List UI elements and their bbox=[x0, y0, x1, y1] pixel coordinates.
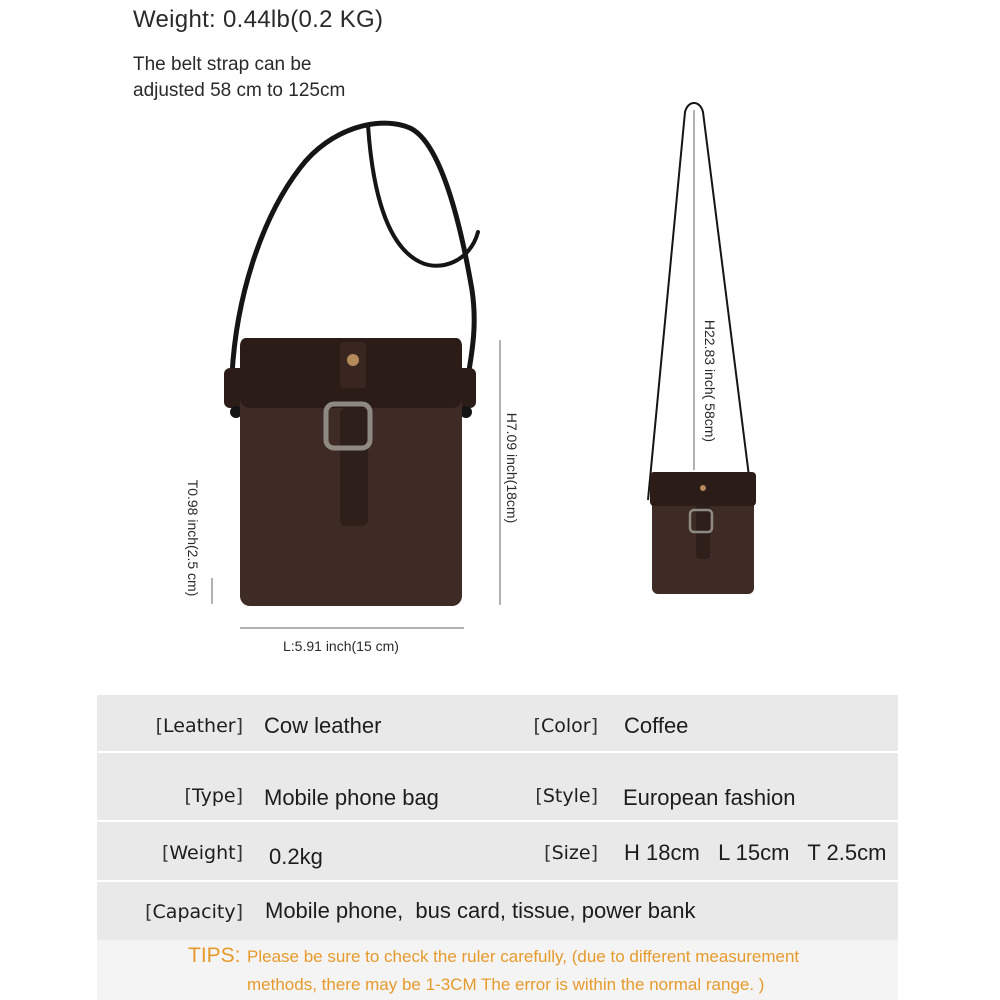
strap-height-dimension-label: H22.83 inch( 58cm) bbox=[702, 319, 718, 443]
product-weight-heading: Weight: 0.44lb(0.2 KG) bbox=[133, 6, 384, 33]
thickness-dimension-label: T0.98 inch(2.5 cm) bbox=[185, 479, 201, 597]
strap-adjustment-text bbox=[133, 52, 513, 104]
large-bag-illustration bbox=[170, 110, 550, 670]
spec-value-weight: 0.2kg bbox=[269, 844, 323, 869]
spec-key-color: [Color] bbox=[533, 715, 598, 737]
spec-value-leather: Cow leather bbox=[264, 713, 382, 738]
spec-key-size: [Size] bbox=[544, 842, 598, 864]
spec-value-color: Coffee bbox=[624, 713, 689, 738]
tips-line-1: Please be sure to check the ruler carefully, (due to different measurement bbox=[247, 947, 800, 966]
spec-key-weight: [Weight] bbox=[161, 842, 243, 864]
spec-value-size: H 18cm L 15cm T 2.5cm bbox=[624, 840, 887, 865]
spec-key-style: [Style] bbox=[535, 785, 598, 807]
spec-key-type: [Type] bbox=[184, 785, 243, 807]
spec-key-capacity: [Capacity] bbox=[145, 901, 243, 923]
length-dimension-label: L:5.91 inch(15 cm) bbox=[283, 638, 399, 654]
spec-value-type: Mobile phone bag bbox=[264, 785, 439, 810]
row-divider bbox=[97, 751, 898, 753]
small-bag-illustration bbox=[620, 95, 770, 605]
spec-row-weight bbox=[97, 822, 898, 882]
tips-line-2: methods, there may be 1-3CM The error is within the normal range. ) bbox=[247, 975, 765, 994]
spec-value-style: European fashion bbox=[623, 785, 796, 810]
spec-row-leather bbox=[97, 695, 898, 755]
spec-row-type bbox=[97, 765, 898, 825]
strap-text-line-1: The belt strap can be bbox=[133, 54, 312, 75]
strap-text-line-2: adjusted 58 cm to 125cm bbox=[133, 80, 346, 101]
spec-value-capacity: Mobile phone, bus card, tissue, power bank bbox=[265, 898, 696, 923]
spec-row-capacity bbox=[97, 881, 898, 941]
tips-box bbox=[97, 940, 898, 1000]
tips-label: TIPS: bbox=[188, 944, 241, 967]
height-dimension-label: H7.09 inch(18cm) bbox=[504, 412, 520, 524]
spec-key-leather: [Leather] bbox=[155, 715, 243, 737]
